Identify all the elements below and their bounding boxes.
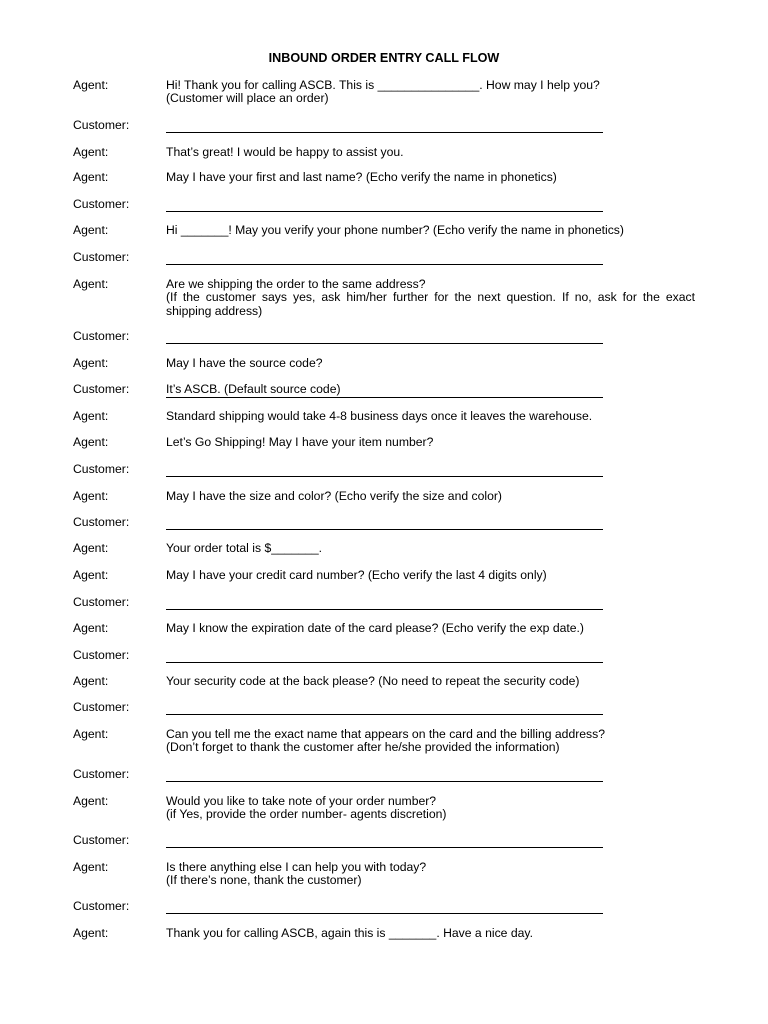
agent-line — [166, 278, 695, 318]
response-blank-line[interactable] — [166, 781, 603, 782]
agent-line — [166, 542, 695, 555]
response-blank-line[interactable] — [166, 476, 603, 477]
line-text: Hi! Thank you for calling ASCB. This is _______________. How may I help you? — [166, 78, 600, 92]
agent-line — [166, 861, 695, 888]
line-text: May I have the size and color? (Echo verify the size and color) — [166, 489, 502, 503]
speaker-label: Customer: — [73, 899, 130, 913]
line-text: Your order total is $_______. — [166, 541, 323, 555]
response-blank-line[interactable] — [166, 662, 603, 663]
speaker-label: Customer: — [73, 833, 130, 847]
speaker-label: Agent: — [73, 860, 109, 874]
line-text: May I have your credit card number? (Echo verify the last 4 digits only) — [166, 568, 547, 582]
speaker-label: Agent: — [73, 277, 109, 291]
response-blank-line[interactable] — [166, 847, 603, 848]
line-text: (If there’s none, thank the customer) — [166, 873, 362, 888]
agent-line — [166, 622, 695, 635]
line-text: May I have the source code? — [166, 356, 323, 370]
speaker-label: Agent: — [73, 78, 109, 92]
line-text: Can you tell me the exact name that appears on the card and the billing address? — [166, 727, 606, 741]
speaker-label: Agent: — [73, 409, 109, 423]
response-blank-line[interactable] — [166, 132, 603, 133]
speaker-label: Customer: — [73, 700, 130, 714]
response-blank-line[interactable] — [166, 913, 603, 914]
speaker-label: Customer: — [73, 595, 130, 609]
speaker-label: Customer: — [73, 767, 130, 781]
speaker-label: Agent: — [73, 568, 109, 582]
agent-line — [166, 171, 695, 184]
agent-line — [166, 728, 695, 755]
line-text: Your security code at the back please? (No need to repeat the security code) — [166, 674, 580, 688]
line-text: Hi _______! May you verify your phone number? (Echo verify the name in phonetics) — [166, 223, 624, 237]
line-text: May I have your first and last name? (Echo verify the name in phonetics) — [166, 170, 557, 184]
response-blank-line[interactable] — [166, 343, 603, 344]
speaker-label: Customer: — [73, 648, 130, 662]
response-underline — [166, 397, 603, 398]
speaker-label: Agent: — [73, 621, 109, 635]
response-blank-line[interactable] — [166, 264, 603, 265]
line-text: Let’s Go Shipping! May I have your item number? — [166, 435, 434, 449]
agent-line — [166, 675, 695, 688]
line-text: Are we shipping the order to the same address? — [166, 277, 426, 291]
speaker-label: Customer: — [73, 515, 130, 529]
speaker-label: Agent: — [73, 489, 109, 503]
speaker-label: Agent: — [73, 170, 109, 184]
speaker-label: Agent: — [73, 674, 109, 688]
document-title: INBOUND ORDER ENTRY CALL FLOW — [268, 51, 500, 65]
speaker-label: Customer: — [73, 462, 130, 476]
speaker-label: Customer: — [73, 329, 130, 343]
speaker-label: Agent: — [73, 223, 109, 237]
speaker-label: Customer: — [73, 382, 130, 396]
agent-line — [166, 357, 695, 370]
agent-line — [166, 224, 695, 237]
response-blank-line[interactable] — [166, 529, 603, 530]
agent-line — [166, 146, 695, 159]
line-text: Thank you for calling ASCB, again this is _______. Have a nice day. — [166, 926, 533, 940]
agent-line — [166, 569, 695, 582]
source-code-response: It’s ASCB. (Default source code) — [166, 382, 341, 396]
agent-line — [166, 436, 695, 449]
line-text: That’s great! I would be happy to assist you. — [166, 145, 404, 159]
line-text: Would you like to take note of your order number? — [166, 794, 437, 808]
customer-response — [166, 383, 695, 396]
speaker-label: Agent: — [73, 356, 109, 370]
speaker-label: Agent: — [73, 727, 109, 741]
line-text: (Don’t forget to thank the customer after he/she provided the information) — [166, 740, 560, 755]
speaker-label: Agent: — [73, 541, 109, 555]
response-blank-line[interactable] — [166, 714, 603, 715]
speaker-label: Agent: — [73, 926, 109, 940]
agent-line — [166, 410, 695, 423]
agent-line — [166, 927, 695, 940]
speaker-label: Customer: — [73, 250, 130, 264]
line-text: Standard shipping would take 4-8 business days once it leaves the warehouse. — [166, 409, 593, 423]
agent-line — [166, 795, 695, 822]
speaker-label: Agent: — [73, 145, 109, 159]
agent-line — [166, 79, 695, 106]
line-text: (If the customer says yes, ask him/her further for the next question. If no, ask for the exact shipping address) — [166, 290, 695, 318]
speaker-label: Agent: — [73, 794, 109, 808]
line-text: Is there anything else I can help you with today? — [166, 860, 427, 874]
line-text: (if Yes, provide the order number- agents discretion) — [166, 807, 447, 822]
line-text: May I know the expiration date of the card please? (Echo verify the exp date.) — [166, 621, 584, 635]
line-text: (Customer will place an order) — [166, 91, 329, 106]
speaker-label: Customer: — [73, 197, 130, 211]
speaker-label: Customer: — [73, 118, 130, 132]
agent-line — [166, 490, 695, 503]
response-blank-line[interactable] — [166, 211, 603, 212]
speaker-label: Agent: — [73, 435, 109, 449]
response-blank-line[interactable] — [166, 609, 603, 610]
